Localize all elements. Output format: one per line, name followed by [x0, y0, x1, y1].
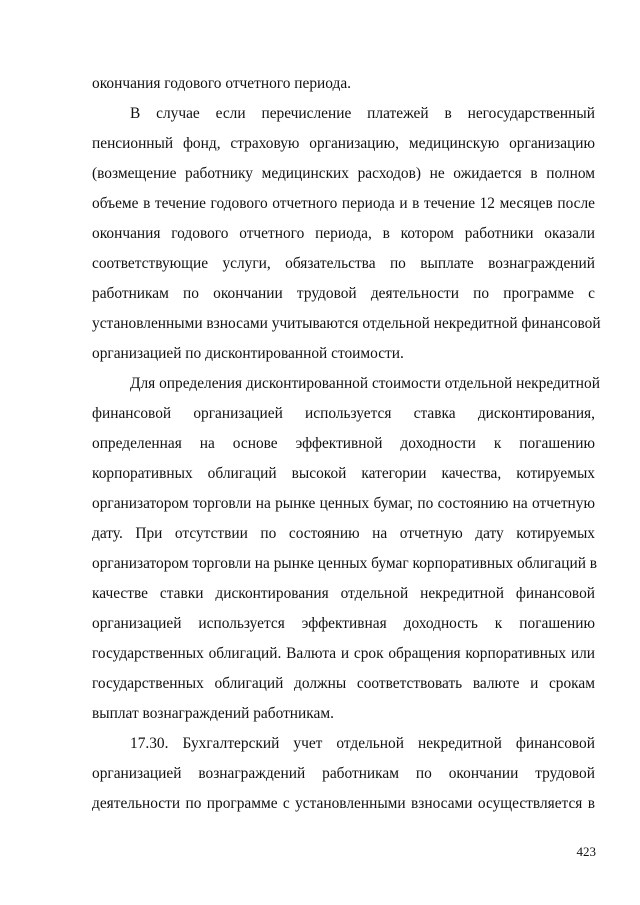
text-line: (возмещение работнику медицинских расходов) не ожидается в полном: [92, 165, 595, 182]
text-line: корпоративных облигаций высокой категории качества, котируемых: [92, 465, 595, 482]
text-line: качестве ставки дисконтирования отдельной некредитной финансовой: [92, 585, 595, 602]
text-line: работникам по окончании трудовой деятельности по программе с: [92, 285, 595, 302]
text-line: В случае если перечисление платежей в негосударственный: [130, 105, 595, 122]
text-line: организатором торговли на рынке ценных бумаг, по состоянию на отчетную: [92, 495, 595, 512]
text-line: пенсионный фонд, страховую организацию, медицинскую организацию: [92, 135, 595, 152]
text-line: дату. При отсутствии по состоянию на отчетную дату котируемых: [92, 525, 595, 542]
text-line: определенная на основе эффективной доходности к погашению: [92, 435, 595, 452]
text-line: окончания годового отчетного периода.: [92, 75, 352, 92]
text-line: соответствующие услуги, обязательства по выплате вознаграждений: [92, 255, 595, 272]
text-line: организацией по дисконтированной стоимости.: [92, 345, 404, 362]
text-line: деятельности по программе с установленными взносами осуществляется в: [92, 795, 595, 812]
page-number: 423: [576, 844, 596, 859]
text-line: организацией вознаграждений работникам по окончании трудовой: [92, 765, 595, 782]
text-line: установленными взносами учитываются отдельной некредитной финансовой: [92, 315, 601, 332]
text-line: выплат вознаграждений работникам.: [92, 705, 334, 722]
text-line: организатором торговли на рынке ценных бумаг корпоративных облигаций в: [92, 555, 598, 572]
text-line: 17.30. Бухгалтерский учет отдельной некредитной финансовой: [130, 735, 595, 752]
text-line: организацией используется эффективная доходность к погашению: [92, 615, 595, 632]
text-line: государственных облигаций должны соответствовать валюте и срокам: [92, 675, 595, 692]
text-line: объеме в течение годового отчетного периода и в течение 12 месяцев после: [92, 195, 595, 212]
text-line: государственных облигаций. Валюта и срок обращения корпоративных или: [92, 645, 595, 662]
text-line: Для определения дисконтированной стоимости отдельной некредитной: [130, 375, 600, 392]
text-line: окончания годового отчетного периода, в котором работники оказали: [92, 225, 595, 242]
text-line: финансовой организацией используется ставка дисконтирования,: [92, 405, 595, 422]
